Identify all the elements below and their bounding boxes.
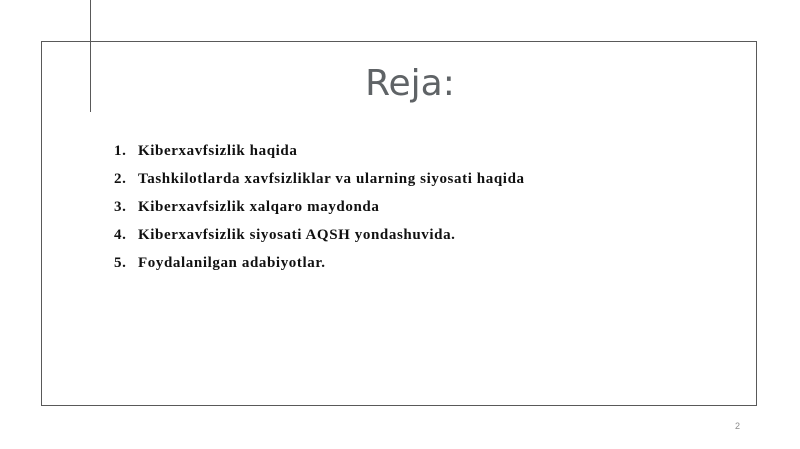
- list-item-number: 3.: [114, 198, 127, 215]
- list-item: [114, 221, 525, 249]
- list-item: [114, 249, 525, 277]
- outline-list: [114, 137, 525, 277]
- list-item-text: Foydalanilgan adabiyotlar.: [138, 254, 326, 271]
- list-item-text: Tashkilotlarda xavfsizliklar va ularning siyosati haqida: [138, 170, 525, 187]
- list-item-number: 2.: [114, 170, 127, 187]
- page-number: 2: [734, 421, 740, 431]
- list-item-text: Kiberxavfsizlik siyosati AQSH yondashuvida.: [138, 226, 456, 243]
- slide-title: Reja:: [365, 63, 455, 104]
- list-item: [114, 193, 525, 221]
- list-item-text: Kiberxavfsizlik haqida: [138, 142, 298, 159]
- list-item-text: Kiberxavfsizlik xalqaro maydonda: [138, 198, 380, 215]
- list-item: [114, 165, 525, 193]
- list-item-number: 5.: [114, 254, 127, 271]
- list-item: [114, 137, 525, 165]
- list-item-number: 4.: [114, 226, 127, 243]
- list-item-number: 1.: [114, 142, 127, 159]
